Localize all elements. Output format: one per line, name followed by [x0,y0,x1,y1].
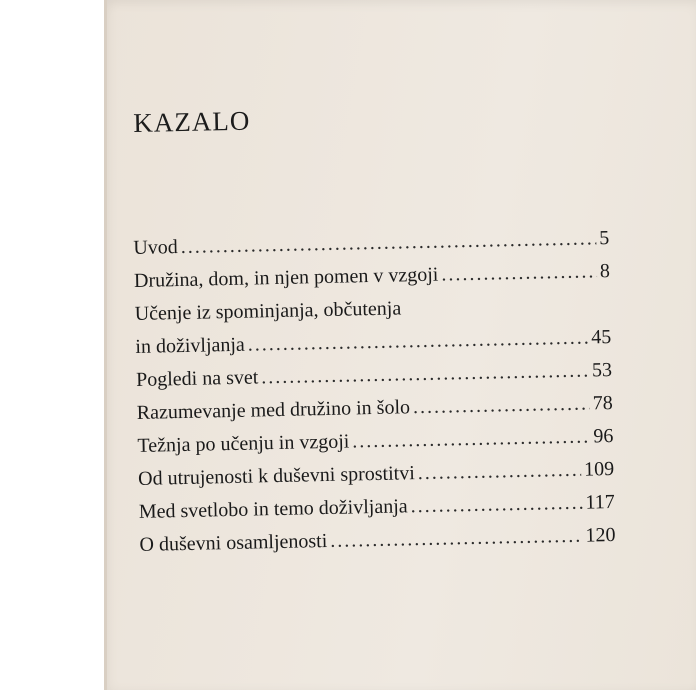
dot-leader [417,454,581,490]
toc-entry-page: 45 [591,326,612,349]
toc-entry-title: Razumevanje med družino in šolo [136,396,411,424]
toc-entry-page: 53 [591,359,613,382]
toc-entry-title: Uvod [133,236,179,259]
dot-leader [441,255,597,291]
toc-entry-title: Od utrujenosti k duševni sprostitvi [137,462,416,490]
table-of-contents [133,222,616,562]
toc-entry-page: 109 [583,457,615,481]
toc-entry-page: 8 [599,260,611,283]
dot-leader [352,420,591,458]
toc-entry-page: 120 [585,523,616,547]
toc-entry-title: O duševni osamljenosti [139,530,328,556]
toc-entry-title: Med svetlobo in temo doživljanja [138,495,408,523]
page-title: KAZALO [133,105,251,138]
toc-entry-title: Učenje iz spominjanja, občutenja [134,297,402,325]
toc-entry-title: Težnja po učenju in vzgoji [137,430,350,457]
dot-leader [413,387,590,424]
dot-leader [330,520,583,558]
page-edge [104,0,107,690]
toc-entry-page: 117 [585,490,615,514]
toc-entry-title: in doživljanja [135,333,246,358]
dot-leader [410,487,583,524]
toc-entry-page: 5 [599,227,610,250]
toc-entry-title: Pogledi na svet [135,366,259,391]
toc-entry-title: Družina, dom, in njen pomen v vzgoji [133,263,439,292]
toc-entry-page: 96 [593,424,614,448]
toc-entry-page: 78 [592,391,613,415]
